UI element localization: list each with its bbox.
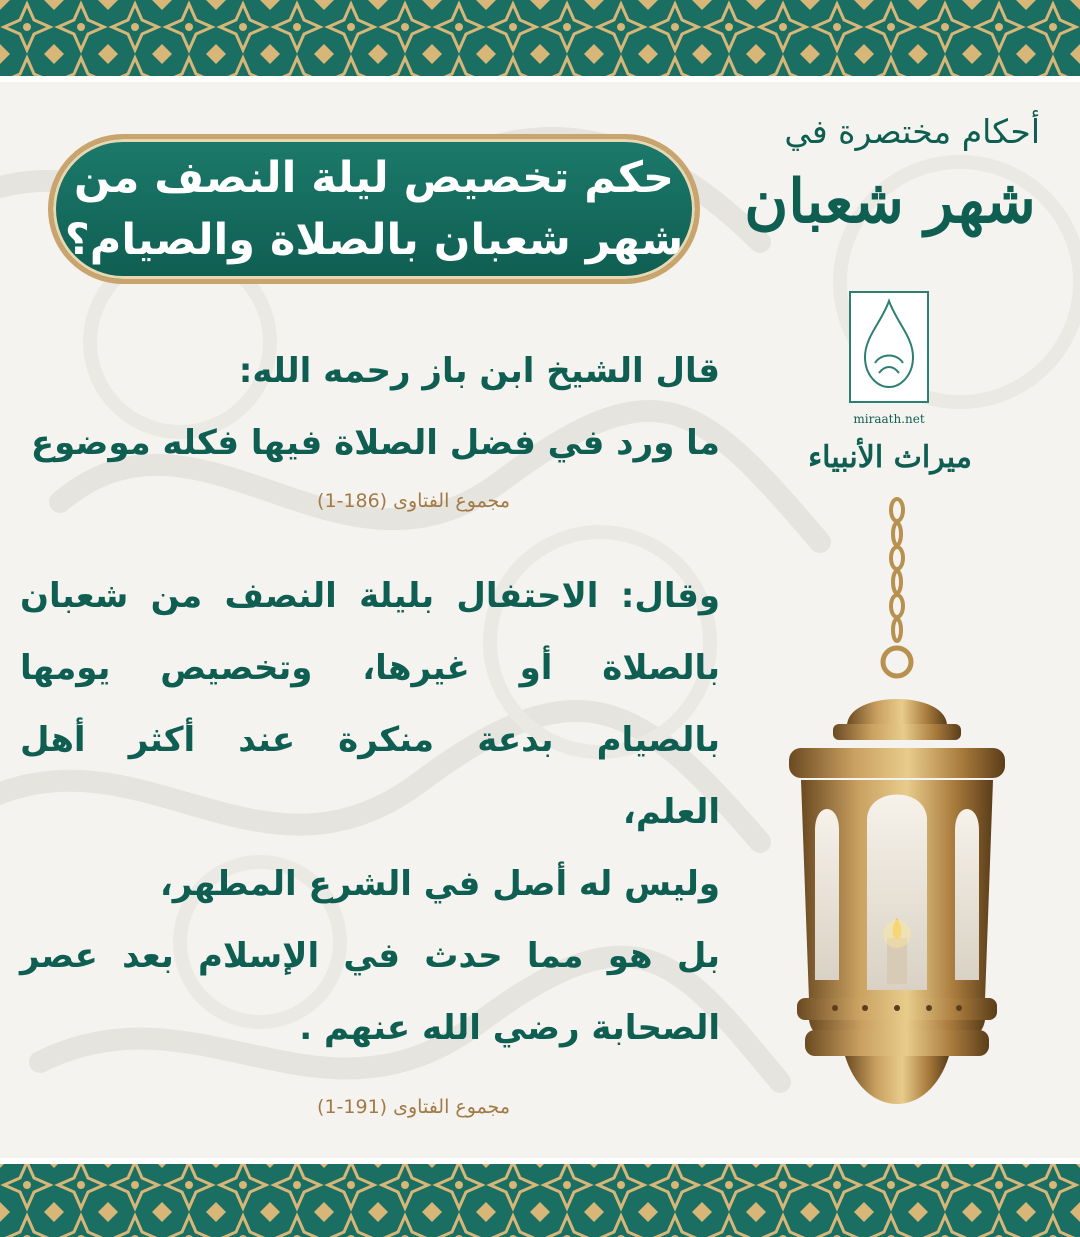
title-line-1: حكم تخصيص ليلة النصف من <box>74 153 674 203</box>
quote2-line-4: العلم، <box>622 792 720 832</box>
series-prefix: أحكام مختصرة في <box>784 112 1040 151</box>
quote2-source: مجموع الفتاوى (191-1) <box>317 1096 510 1118</box>
lantern-illustration <box>775 490 1020 1145</box>
series-brand <box>740 110 1040 242</box>
quote2-line-3: بالصيام بدعة منكرة عند أكثر أهل <box>20 720 720 760</box>
series-title: شهر شعبان <box>744 167 1036 237</box>
logo-emblem-icon <box>851 293 927 401</box>
title-banner <box>48 134 700 284</box>
quote2-line-5: وليس له أصل في الشرع المطهر، <box>159 864 720 904</box>
quote-block-2 <box>20 560 720 1064</box>
quote1-line-1: قال الشيخ ابن باز رحمه الله: <box>238 351 720 391</box>
quote2-line-6: بل هو مما حدث في الإسلام بعد عصر <box>20 936 720 976</box>
quote1-line-2: ما ورد في فضل الصلاة فيها فكله موضوع <box>30 423 720 463</box>
quote-block-1 <box>20 335 720 479</box>
logo-name: ميراث الأنبياء <box>808 440 972 475</box>
quote2-line-2: بالصلاة أو غيرها، وتخصيص يومها <box>20 648 720 688</box>
top-pattern-band <box>0 0 1080 82</box>
quote2-line-1: وقال: الاحتفال بليلة النصف من شعبان <box>20 576 720 616</box>
quote1-source: مجموع الفتاوى (186-1) <box>317 490 510 512</box>
quote2-line-7: الصحابة رضي الله عنهم . <box>299 1008 720 1048</box>
site-logo <box>849 291 929 403</box>
logo-url: miraath.net <box>853 412 925 426</box>
bottom-pattern-band <box>0 1158 1080 1237</box>
title-line-2: شهر شعبان بالصلاة والصيام؟ <box>64 215 684 265</box>
